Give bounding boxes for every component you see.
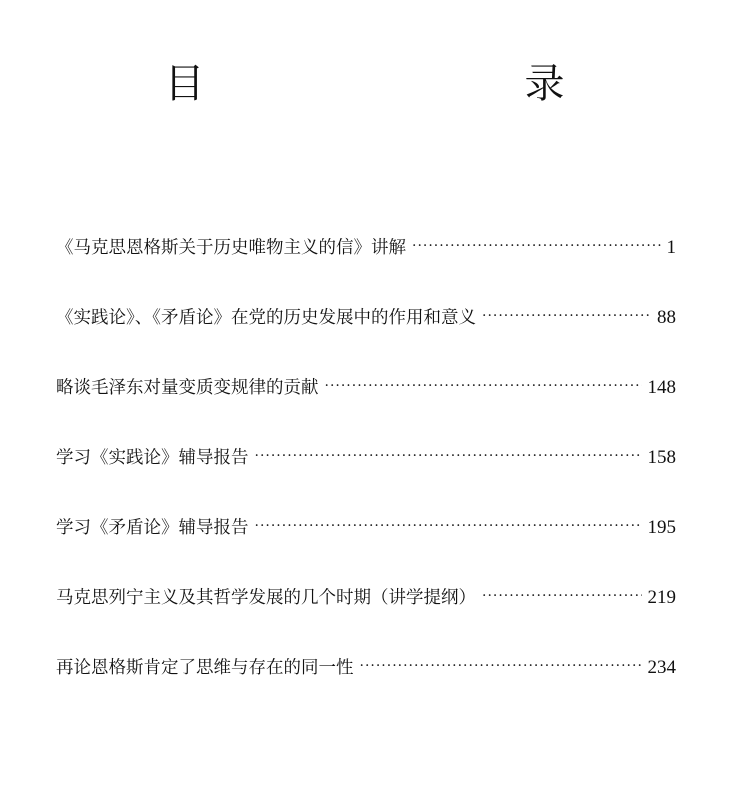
toc-entry-title: 学习《实践论》辅导报告 [56, 448, 249, 468]
toc-entry-page: 195 [647, 517, 676, 538]
leader-dots [482, 299, 651, 333]
toc-entry-page: 219 [647, 587, 676, 608]
toc-entry-title: 《实践论》、《矛盾论》在党的历史发展中的作用和意义 [56, 308, 476, 328]
toc-entry-title: 学习《矛盾论》辅导报告 [56, 518, 249, 538]
toc-entry-page: 234 [647, 657, 676, 678]
toc-entry[interactable] [56, 231, 676, 301]
toc-entry-page: 148 [647, 377, 676, 398]
toc-entry-title: 马克思列宁主义及其哲学发展的几个时期（讲学提纲） [56, 588, 476, 608]
toc-entry[interactable] [56, 301, 676, 371]
toc-entry-page: 88 [657, 307, 676, 328]
table-of-contents [56, 231, 676, 721]
toc-entry-title: 再论恩格斯肯定了思维与存在的同一性 [56, 658, 354, 678]
leader-dots [412, 229, 661, 263]
toc-entry[interactable] [56, 581, 676, 651]
leader-dots [325, 369, 642, 403]
leader-dots [482, 579, 642, 613]
toc-entry-page: 1 [666, 237, 676, 258]
leader-dots [360, 649, 642, 683]
toc-entry-title: 略谈毛泽东对量变质变规律的贡献 [56, 378, 319, 398]
page-title: 目 录 [164, 61, 645, 107]
toc-entry[interactable] [56, 511, 676, 581]
toc-entry[interactable] [56, 651, 676, 721]
toc-entry[interactable] [56, 441, 676, 511]
toc-entry-page: 158 [647, 447, 676, 468]
leader-dots [255, 509, 642, 543]
toc-entry-title: 《马克思恩格斯关于历史唯物主义的信》讲解 [56, 238, 406, 258]
leader-dots [255, 439, 642, 473]
toc-entry[interactable] [56, 371, 676, 441]
